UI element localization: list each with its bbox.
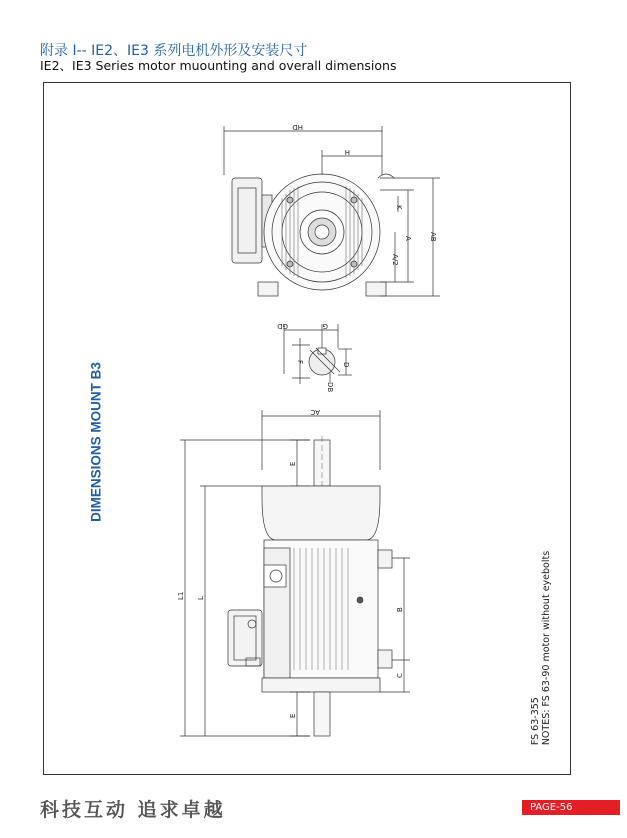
label-l1: L1 bbox=[177, 591, 185, 600]
label-h: H bbox=[344, 148, 350, 156]
label-ac: AC bbox=[310, 408, 320, 416]
footer-slogan: 科技互动 追求卓越 bbox=[40, 799, 226, 821]
label-e-top: E bbox=[289, 461, 297, 466]
side-title: DIMENSIONS MOUNT B3 bbox=[88, 362, 104, 522]
page-title-en: IE2、IE3 Series motor muounting and overall dimensions bbox=[40, 58, 397, 73]
label-gd: GD bbox=[277, 322, 288, 330]
notes-frame-sizes: FS 63-355 bbox=[530, 697, 541, 746]
label-a: A bbox=[404, 236, 412, 241]
label-f: F bbox=[296, 360, 304, 365]
shaft-section bbox=[284, 324, 352, 384]
label-l: L bbox=[197, 596, 205, 600]
drawing-notes bbox=[530, 551, 552, 745]
label-b: B bbox=[396, 607, 404, 612]
label-a2: A/2 bbox=[391, 254, 399, 266]
label-d: D bbox=[342, 362, 350, 368]
notes-text: NOTES: FS 63-90 motor without eyebolts bbox=[541, 550, 552, 746]
side-view bbox=[180, 410, 410, 736]
end-view bbox=[224, 126, 440, 296]
label-e-bottom: E bbox=[289, 713, 297, 718]
label-k: K bbox=[395, 205, 403, 210]
label-ab: AB bbox=[429, 232, 437, 242]
label-g: G bbox=[322, 322, 328, 330]
page-title-cn: 附录 I-- IE2、IE3 系列电机外形及安装尺寸 bbox=[40, 43, 308, 59]
label-db: DB bbox=[326, 382, 334, 393]
label-hd: HD bbox=[292, 123, 303, 131]
label-c: C bbox=[396, 673, 404, 678]
page-number-badge: PAGE-56 bbox=[522, 800, 620, 815]
